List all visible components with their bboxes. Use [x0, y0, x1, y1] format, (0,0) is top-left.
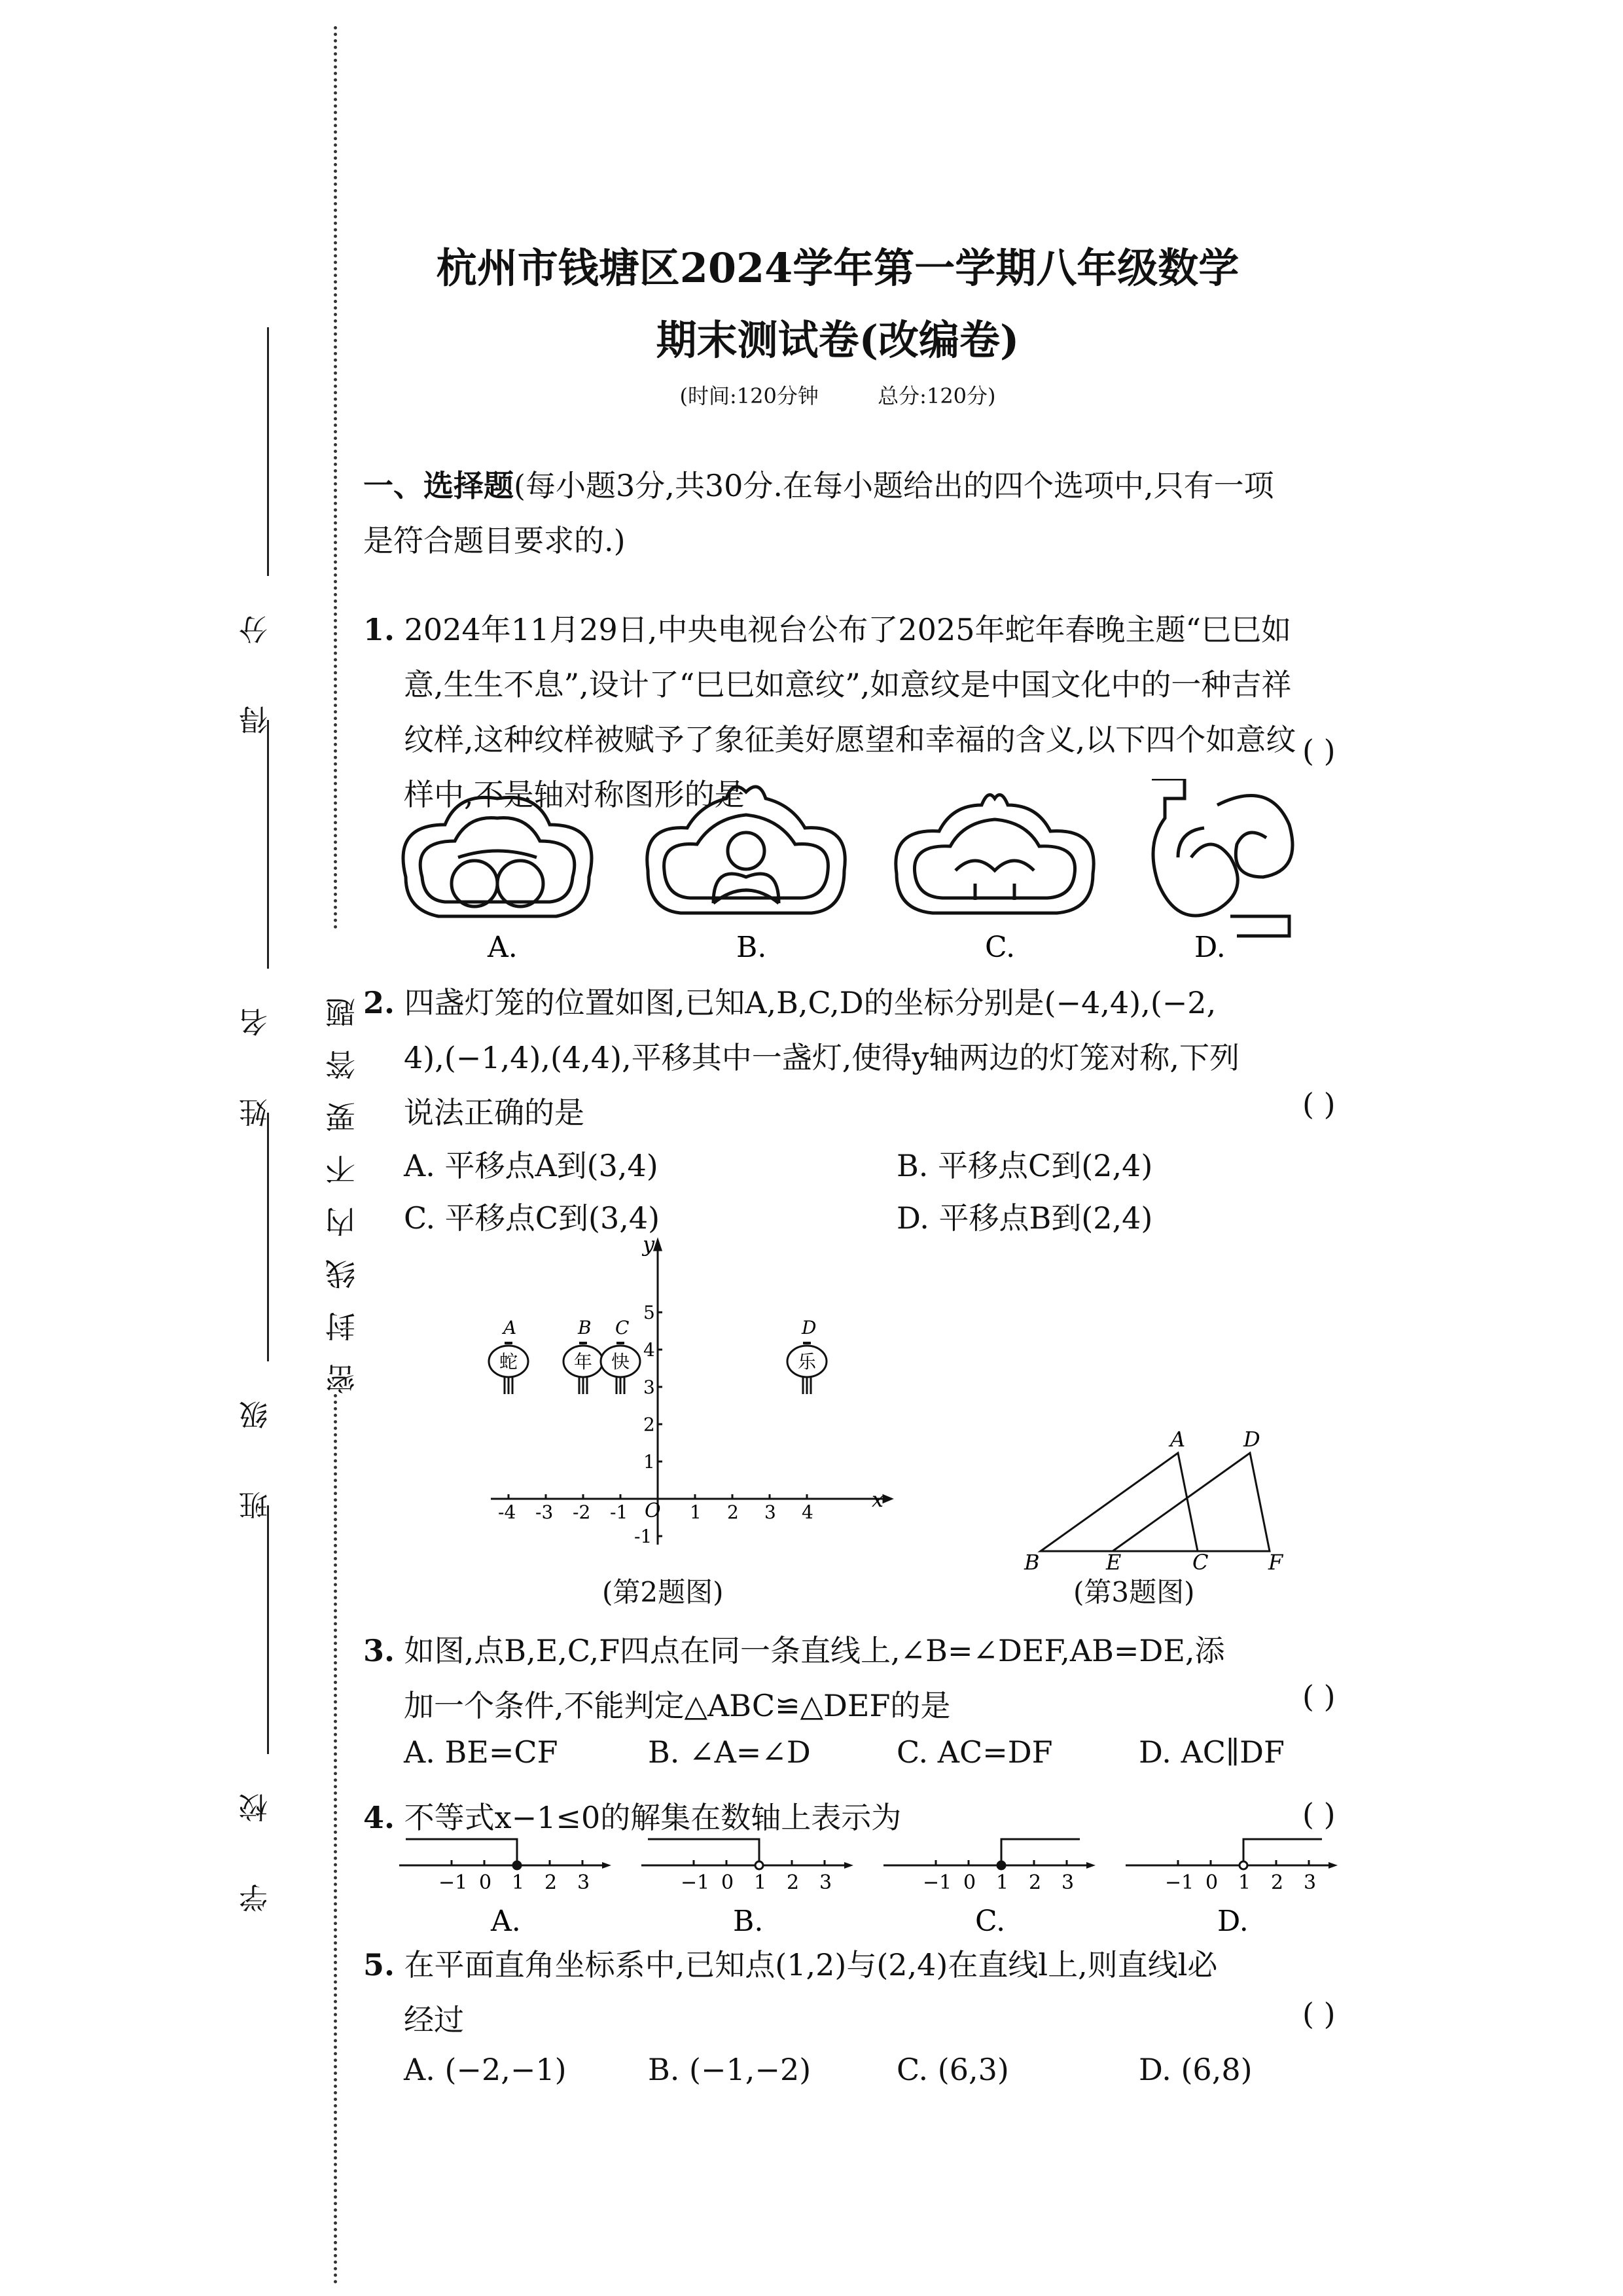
q4-tick-label: −1: [923, 1871, 952, 1894]
q1-line3: 纹样,这种纹样被赋予了象征美好愿望和幸福的含义,以下四个如意纹: [404, 722, 1296, 757]
q4-option-label: A.: [491, 1905, 521, 1937]
q1-line2: 意,生生不息”,设计了“巳巳如意纹”,如意纹是中国文化中的一种吉祥: [404, 667, 1292, 702]
name-label: 姓 名: [240, 982, 273, 1127]
q4-solution-ray: [648, 1839, 759, 1865]
exam-info: [366, 380, 1309, 410]
q4-tick-label: 3: [819, 1871, 832, 1894]
q4-axis-arrow: [1329, 1862, 1338, 1869]
q3-text: [363, 1623, 1410, 1733]
q4-tick-label: 1: [1238, 1871, 1251, 1894]
q2-lantern-char: 蛇: [499, 1351, 518, 1372]
q2-y-tick-label: 2: [643, 1414, 655, 1435]
class-line: [267, 1113, 269, 1361]
q3-triangle-def: [1113, 1453, 1270, 1551]
q4-tick-label: 0: [1205, 1871, 1219, 1894]
q2-point-label: A: [503, 1317, 517, 1338]
q4-tick-label: 2: [544, 1871, 558, 1894]
q4-line1: 不等式x−1≤0的解集在数轴上表示为: [404, 1800, 902, 1835]
q2-point-label: D: [802, 1317, 817, 1338]
q3-option-c: C. AC=DF: [897, 1734, 1053, 1770]
q1-pattern-d: [1152, 779, 1293, 936]
q4-tick-label: 0: [479, 1871, 492, 1894]
q4-figures: [393, 1833, 1361, 1937]
q3-line1: 如图,点B,E,C,F四点在同一条直线上,∠B=∠DEF,AB=DE,添: [404, 1633, 1225, 1668]
q1-line1: 2024年11月29日,中央电视台公布了2025年蛇年春晚主题“巳巳如: [404, 612, 1291, 647]
q3-answer-bracket: ( ): [1302, 1679, 1336, 1714]
q2-x-tick-label: -4: [498, 1501, 516, 1523]
q1-label-c: C.: [985, 931, 1016, 964]
q5-option-b: B. (−1,−2): [648, 2052, 812, 2087]
q4-solution-ray: [1243, 1839, 1322, 1865]
q4-tick-label: 1: [512, 1871, 525, 1894]
q2-x-tick-label: 2: [727, 1501, 739, 1523]
q4-solution-ray: [406, 1839, 517, 1865]
q5-option-c: C. (6,3): [897, 2052, 1009, 2087]
q2-axis-y-label: y: [643, 1237, 655, 1257]
section1-instruction-line2: 是符合题目要求的.): [363, 523, 626, 558]
q4-number: 4.: [363, 1800, 395, 1835]
q4-option-label: B.: [733, 1905, 764, 1937]
q2-option-d: D. 平移点B到(2,4): [897, 1200, 1153, 1236]
q3-point-d: D: [1243, 1427, 1260, 1452]
q4-number-line: [641, 1839, 853, 1937]
q2-figure: [484, 1237, 903, 1571]
q2-origin-label: O: [645, 1499, 661, 1522]
q1-number: 1.: [363, 612, 395, 647]
time-info: (时间:120分钟: [679, 384, 819, 408]
q1-pattern-b: [647, 787, 846, 913]
q2-x-tick-label: 1: [690, 1501, 702, 1523]
q4-tick-label: 1: [754, 1871, 767, 1894]
score-line: [267, 327, 269, 576]
q2-x-tick-label: 3: [764, 1501, 776, 1523]
q3-point-e: E: [1106, 1550, 1122, 1571]
q2-line1: 四盏灯笼的位置如图,已知A,B,C,D的坐标分别是(−4,4),(−2,: [404, 985, 1217, 1020]
q4-answer-bracket: ( ): [1302, 1797, 1336, 1832]
q4-tick-label: 1: [996, 1871, 1009, 1894]
q1-label-a: A.: [488, 931, 518, 964]
q4-endpoint: [1240, 1861, 1247, 1869]
q2-x-tick-label: 4: [802, 1501, 813, 1523]
q2-lantern-char: 年: [574, 1351, 593, 1372]
q2-answer-bracket: ( ): [1302, 1086, 1336, 1122]
q3-line2: 加一个条件,不能判定△ABC≌△DEF的是: [404, 1688, 951, 1723]
q2-option-c: C. 平移点C到(3,4): [404, 1200, 660, 1236]
q2-number: 2.: [363, 985, 395, 1020]
q3-option-a: A. BE=CF: [404, 1734, 558, 1770]
q5-text: [363, 1937, 1410, 2047]
q4-axis-arrow: [1086, 1862, 1096, 1869]
seal-notice: 密封线内不要答题: [325, 975, 360, 1394]
q3-triangle-abc: [1041, 1453, 1198, 1551]
q4-tick-label: −1: [681, 1871, 710, 1894]
q3-option-b: B. ∠A=∠D: [648, 1734, 811, 1770]
q4-tick-label: 3: [577, 1871, 590, 1894]
q4-tick-label: 3: [1304, 1871, 1317, 1894]
q2-text: [363, 975, 1410, 1140]
q1-label-d: D.: [1194, 931, 1226, 964]
q2-point-label: C: [615, 1317, 630, 1338]
q4-option-label: C.: [975, 1905, 1006, 1937]
q4-option-label: D.: [1217, 1905, 1249, 1937]
score-label: 得 分: [240, 589, 273, 734]
q2-x-arrow: [883, 1496, 891, 1502]
q5-number: 5.: [363, 1947, 395, 1982]
q2-option-a: A. 平移点A到(3,4): [404, 1148, 658, 1183]
q3-caption: (第3题图): [1073, 1576, 1195, 1608]
q4-tick-label: 3: [1061, 1871, 1075, 1894]
q2-option-b: B. 平移点C到(2,4): [897, 1148, 1153, 1183]
q2-y-tick-label: 5: [643, 1302, 655, 1323]
q2-x-tick-label: -1: [610, 1501, 628, 1523]
q5-option-d: D. (6,8): [1139, 2052, 1253, 2087]
q4-tick-label: 2: [1029, 1871, 1042, 1894]
q3-point-c: C: [1192, 1550, 1209, 1571]
q4-endpoint: [997, 1861, 1005, 1869]
exam-title-line2: 期末测试卷(改编卷): [656, 316, 1020, 364]
binding-dotted-line-bottom: [334, 1394, 337, 2284]
q4-solution-ray: [1001, 1839, 1080, 1865]
q4-tick-label: 2: [787, 1871, 800, 1894]
q2-y-tick-label: 4: [643, 1339, 655, 1361]
q3-point-f: F: [1268, 1550, 1283, 1571]
q2-y-tick-label: -1: [634, 1526, 652, 1547]
q4-number-line: [399, 1839, 611, 1937]
q4-tick-label: −1: [1165, 1871, 1194, 1894]
q5-option-a: A. (−2,−1): [404, 2052, 567, 2087]
q3-point-b: B: [1024, 1550, 1040, 1571]
q4-endpoint: [755, 1861, 763, 1869]
q4-tick-label: −1: [438, 1871, 468, 1894]
q5-line1: 在平面直角坐标系中,已知点(1,2)与(2,4)在直线l上,则直线l必: [404, 1947, 1218, 1982]
class-label: 班 级: [240, 1374, 273, 1520]
q1-answer-bracket: ( ): [1302, 733, 1336, 768]
q2-line3: 说法正确的是: [404, 1095, 584, 1130]
name-line: [267, 720, 269, 969]
q4-endpoint: [513, 1861, 521, 1869]
q1-pattern-a: [403, 797, 592, 916]
q4-axis-arrow: [602, 1862, 611, 1869]
q2-y-tick-label: 3: [643, 1376, 655, 1398]
q2-lantern-char: 乐: [798, 1351, 817, 1372]
school-label: 学 校: [240, 1767, 273, 1912]
section1-instruction-line1: (每小题3分,共30分.在每小题给出的四个选项中,只有一项: [514, 468, 1274, 503]
exam-title-line1: 杭州市钱塘区2024学年第一学期八年级数学: [436, 244, 1240, 292]
q5-answer-bracket: ( ): [1302, 1996, 1336, 2032]
q2-caption: (第2题图): [602, 1576, 724, 1608]
q3-option-d: D. AC∥DF: [1139, 1734, 1285, 1770]
q2-lantern-char: 快: [611, 1351, 630, 1372]
q2-y-arrow: [654, 1240, 661, 1250]
q2-y-tick-label: 1: [643, 1451, 655, 1473]
q4-tick-label: 0: [721, 1871, 734, 1894]
q2-x-tick-label: -2: [573, 1501, 591, 1523]
q3-figure: [1021, 1420, 1296, 1571]
section1-heading: 一、选择题: [363, 468, 514, 503]
score-info: 总分:120分): [878, 384, 996, 408]
q4-axis-arrow: [844, 1862, 853, 1869]
q1-pattern-c: [896, 795, 1094, 913]
q1-line4: 样中,不是轴对称图形的是: [404, 777, 745, 812]
section1-instruction: [363, 458, 1410, 568]
q2-axis-x-label: x: [872, 1487, 884, 1512]
q4-tick-label: 0: [963, 1871, 976, 1894]
binding-dotted-line-top: [334, 26, 337, 929]
q3-number: 3.: [363, 1633, 395, 1668]
school-line: [267, 1505, 269, 1754]
q2-x-tick-label: -3: [535, 1501, 554, 1523]
q1-figures: [393, 779, 1309, 969]
q5-line2: 经过: [404, 2002, 464, 2037]
q4-tick-label: 2: [1271, 1871, 1284, 1894]
q3-point-a: A: [1170, 1427, 1186, 1452]
q4-number-line: [883, 1839, 1096, 1937]
q1-label-b: B.: [736, 931, 767, 964]
q4-number-line: [1126, 1839, 1338, 1937]
q2-line2: 4),(−1,4),(4,4),平移其中一盏灯,使得y轴两边的灯笼对称,下列: [404, 1040, 1240, 1075]
q2-point-label: B: [578, 1317, 592, 1338]
